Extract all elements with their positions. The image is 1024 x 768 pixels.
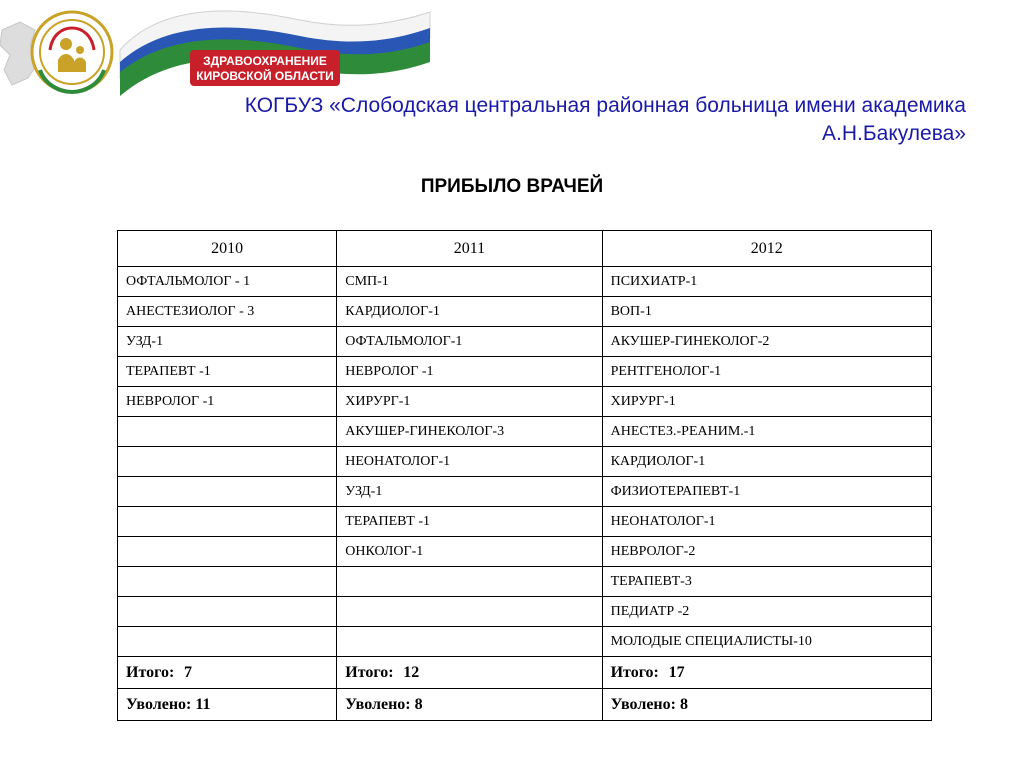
table-row	[118, 567, 932, 597]
table-cell	[337, 567, 602, 597]
table-cell	[118, 507, 337, 537]
table-cell: АКУШЕР-ГИНЕКОЛОГ-3	[337, 417, 602, 447]
table-cell: ТЕРАПЕВТ-3	[602, 567, 931, 597]
table-cell: ФИЗИОТЕРАПЕВТ-1	[602, 477, 931, 507]
table-cell: КАРДИОЛОГ-1	[602, 447, 931, 477]
table-cell	[337, 627, 602, 657]
table-row	[118, 597, 932, 627]
table-cell: СМП-1	[337, 267, 602, 297]
total-cell-2011	[337, 657, 602, 689]
fired-cell-2012: Уволено: 8	[602, 689, 931, 721]
total-cell-2010	[118, 657, 337, 689]
page-title: ПРИБЫЛО ВРАЧЕЙ	[420, 176, 604, 197]
total-value: 12	[403, 663, 420, 681]
table-row	[118, 477, 932, 507]
organization-title-line2: А.Н.Бакулева»	[822, 122, 966, 145]
total-value: 17	[668, 663, 685, 681]
table-cell	[118, 567, 337, 597]
table-cell	[118, 537, 337, 567]
table-cell: ПСИХИАТР-1	[602, 267, 931, 297]
table-cell: ТЕРАПЕВТ -1	[337, 507, 602, 537]
table-cell: ПЕДИАТР -2	[602, 597, 931, 627]
table-cell: ОНКОЛОГ-1	[337, 537, 602, 567]
fired-cell-2010: Уволено: 11	[118, 689, 337, 721]
totals-row	[118, 657, 932, 689]
total-label: Итого:	[610, 663, 659, 681]
total-cell-2012	[602, 657, 931, 689]
table-cell	[118, 477, 337, 507]
organization-title-line1: КОГБУЗ «Слободская центральная районная больница имени академика	[244, 94, 966, 117]
table-cell: НЕВРОЛОГ-2	[602, 537, 931, 567]
fired-cell-2011: Уволено: 8	[337, 689, 602, 721]
table-row	[118, 327, 932, 357]
table-cell: РЕНТГЕНОЛОГ-1	[602, 357, 931, 387]
table-cell: КАРДИОЛОГ-1	[337, 297, 602, 327]
column-header-2012: 2012	[602, 231, 931, 267]
total-label: Итого:	[345, 663, 394, 681]
table-cell: ОФТАЛЬМОЛОГ - 1	[118, 267, 337, 297]
table-row	[118, 627, 932, 657]
table-cell: УЗД-1	[337, 477, 602, 507]
table-row	[118, 507, 932, 537]
table-row	[118, 267, 932, 297]
table-cell: АНЕСТЕЗ.-РЕАНИМ.-1	[602, 417, 931, 447]
table-row	[118, 447, 932, 477]
doctors-arrived-table	[117, 230, 932, 721]
table-cell	[118, 447, 337, 477]
table-cell: НЕОНАТОЛОГ-1	[602, 507, 931, 537]
table-cell: ОФТАЛЬМОЛОГ-1	[337, 327, 602, 357]
table-row	[118, 387, 932, 417]
table-cell	[337, 597, 602, 627]
table-row	[118, 417, 932, 447]
total-label: Итого:	[126, 663, 175, 681]
total-value: 7	[184, 663, 192, 681]
table-row	[118, 297, 932, 327]
table-cell: АНЕСТЕЗИОЛОГ - 3	[118, 297, 337, 327]
table-cell: МОЛОДЫЕ СПЕЦИАЛИСТЫ-10	[602, 627, 931, 657]
table-row	[118, 537, 932, 567]
table-cell: ВОП-1	[602, 297, 931, 327]
table-cell: НЕОНАТОЛОГ-1	[337, 447, 602, 477]
table-cell	[118, 627, 337, 657]
table-cell: УЗД-1	[118, 327, 337, 357]
fired-row	[118, 689, 932, 721]
table-cell: НЕВРОЛОГ -1	[118, 387, 337, 417]
table-cell: ХИРУРГ-1	[602, 387, 931, 417]
logo-text-line2: КИРОВСКОЙ ОБЛАСТИ	[196, 69, 334, 83]
table-cell: НЕВРОЛОГ -1	[337, 357, 602, 387]
column-header-2010: 2010	[118, 231, 337, 267]
table-cell: АКУШЕР-ГИНЕКОЛОГ-2	[602, 327, 931, 357]
table-header-row	[118, 231, 932, 267]
logo-text-line1: ЗДРАВООХРАНЕНИЕ	[203, 54, 327, 68]
table-cell: ТЕРАПЕВТ -1	[118, 357, 337, 387]
column-header-2011: 2011	[337, 231, 602, 267]
organization-title	[146, 92, 966, 148]
table-cell	[118, 597, 337, 627]
table-cell: ХИРУРГ-1	[337, 387, 602, 417]
table-row	[118, 357, 932, 387]
table-cell	[118, 417, 337, 447]
